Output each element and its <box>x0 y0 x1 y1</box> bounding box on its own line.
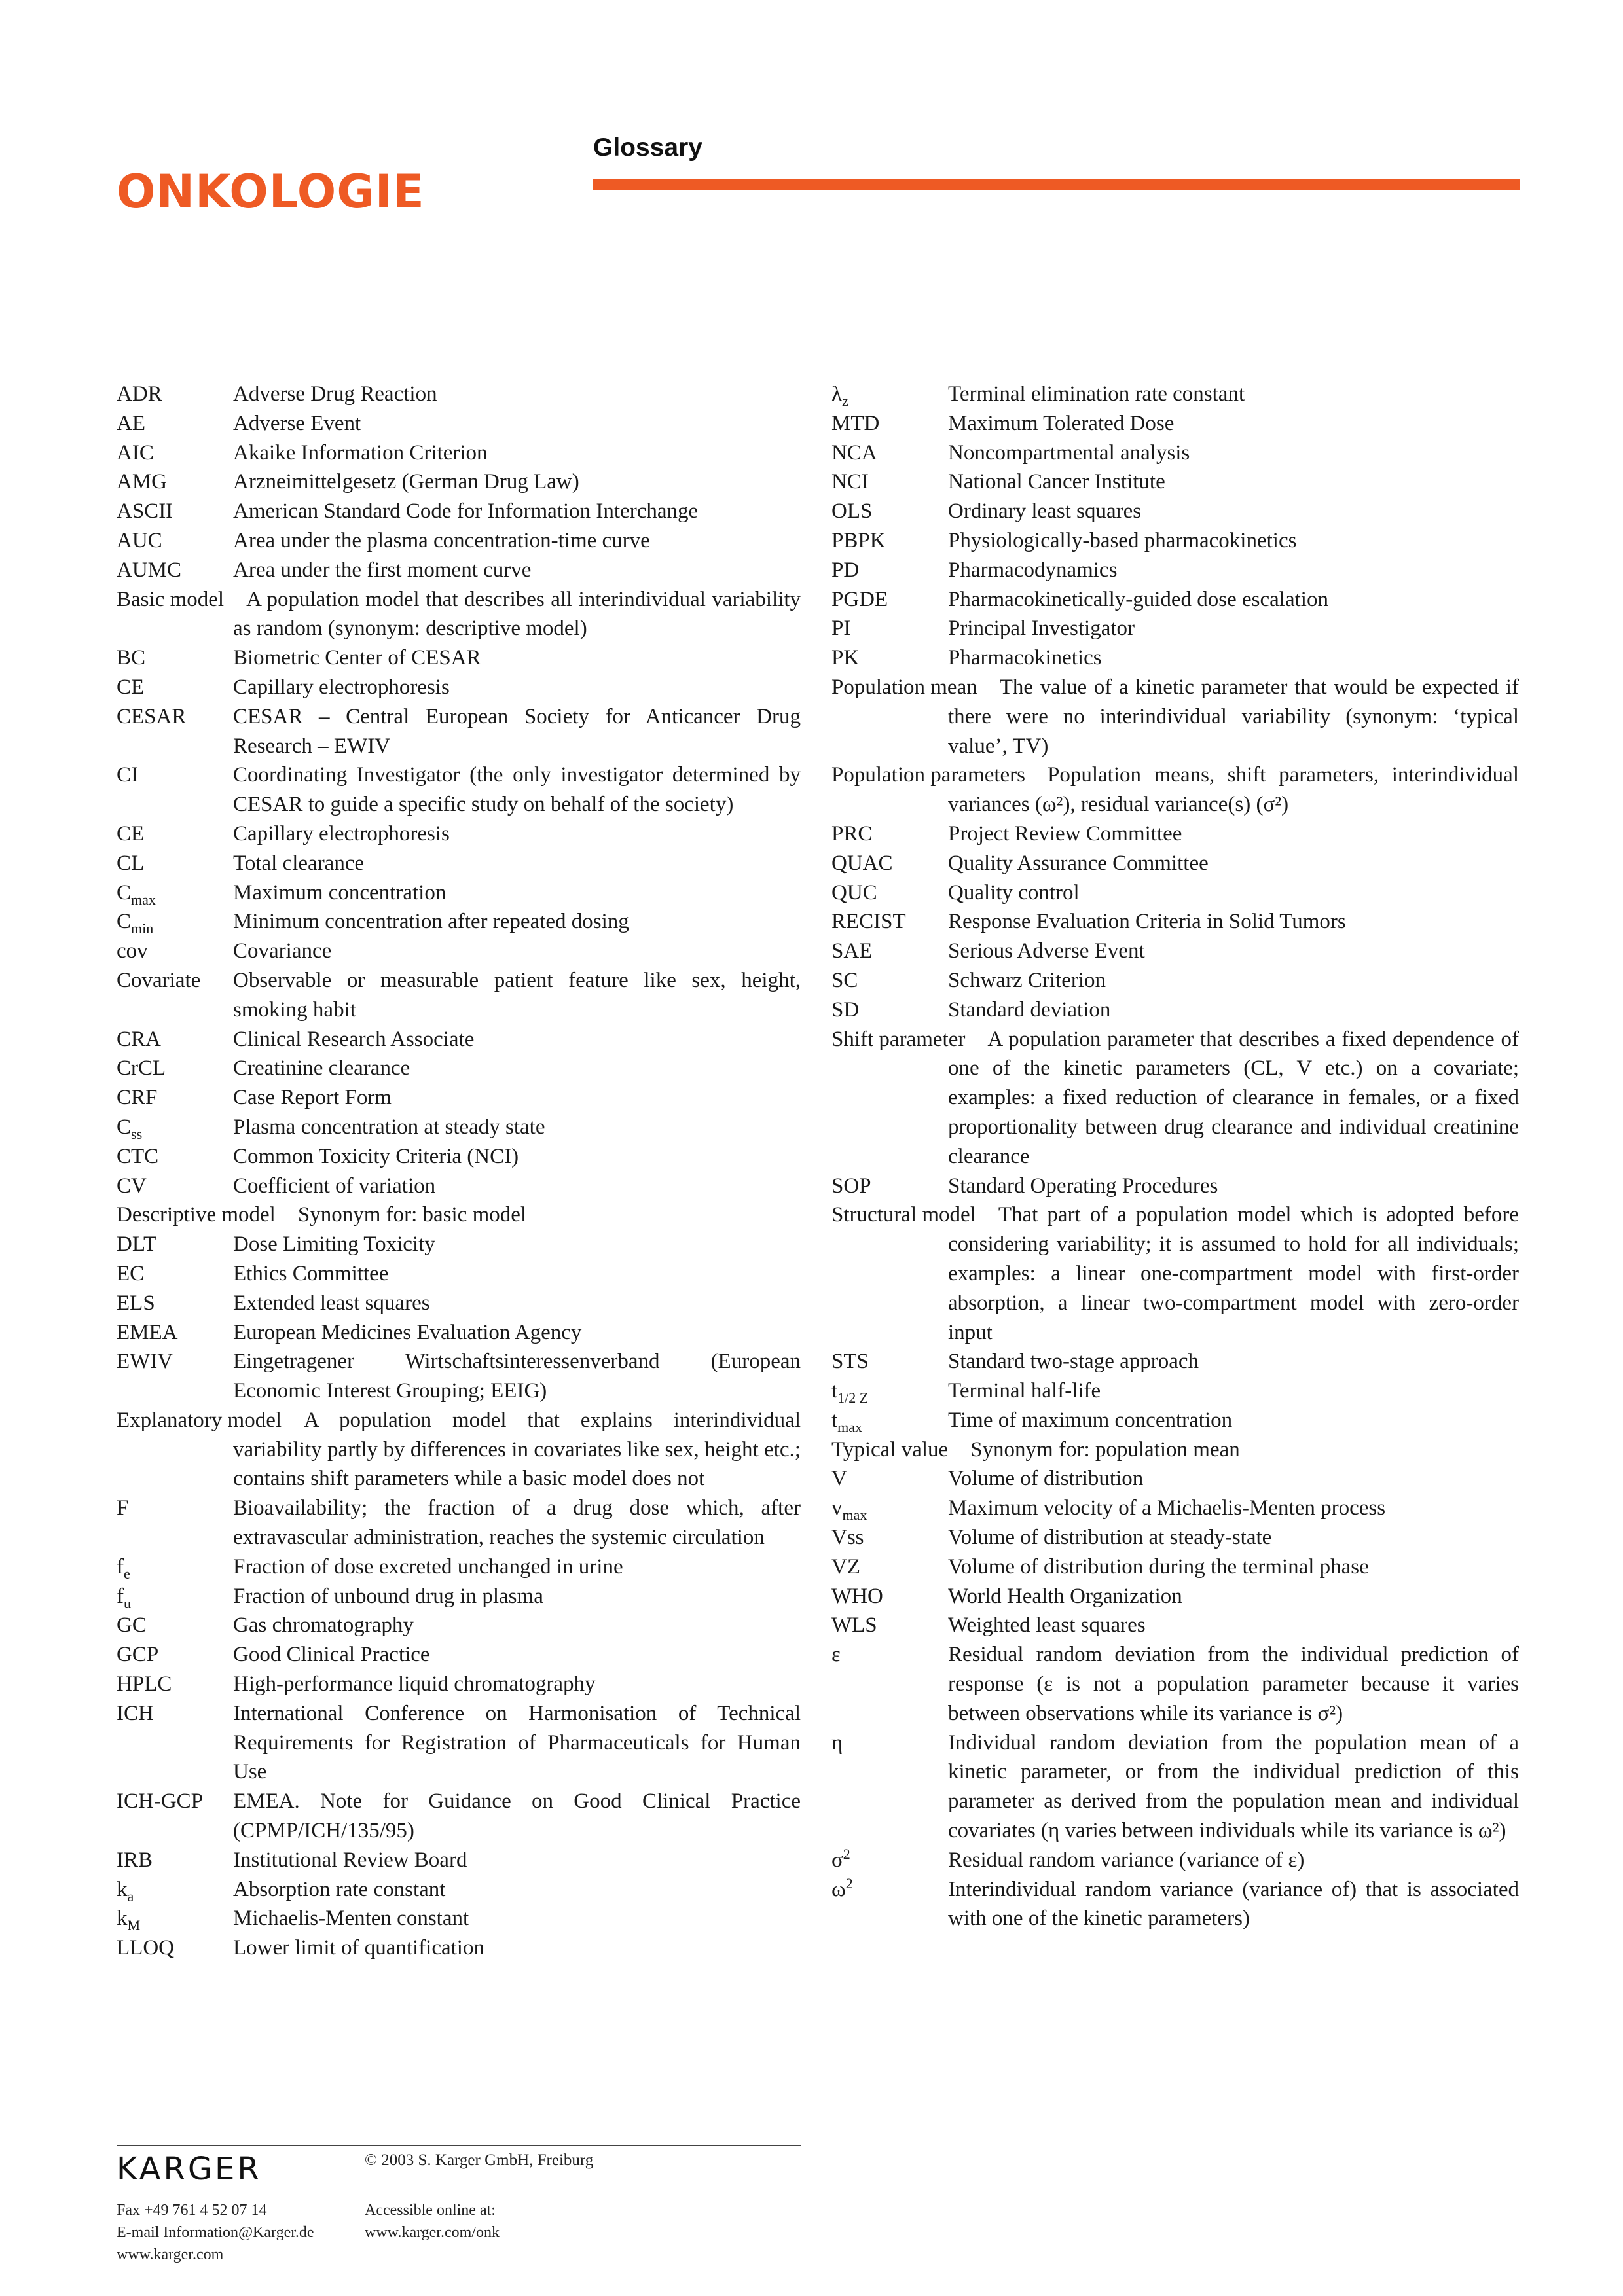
glossary-term: PRC <box>831 821 873 846</box>
glossary-entry <box>117 380 801 409</box>
glossary-entry <box>831 673 1519 761</box>
glossary-term: WHO <box>831 1584 883 1608</box>
glossary-definition: Physiologically-based pharmacokinetics <box>948 528 1297 552</box>
glossary-entry <box>831 1376 1519 1406</box>
glossary-definition: Minimum concentration after repeated dosing <box>233 910 629 934</box>
fax: Fax +49 761 4 52 07 14 <box>117 2202 267 2219</box>
glossary-term: $t_{1/2 Z}$ <box>831 1379 869 1407</box>
glossary-entry <box>831 585 1519 615</box>
glossary-definition: Covariance <box>233 939 332 963</box>
glossary-term: Structural model <box>831 1203 976 1227</box>
glossary-entry <box>117 1113 801 1142</box>
glossary-term: NCI <box>831 470 869 494</box>
glossary-definition: Pharmacodynamics <box>948 558 1118 582</box>
glossary-entry <box>117 937 801 966</box>
glossary-entry <box>831 1640 1519 1728</box>
glossary-entry <box>117 849 801 878</box>
glossary-definition: Population means, shift parameters, interindividual variances (ω²), residual variance(s) (σ²) <box>948 763 1519 817</box>
glossary-entry <box>831 1582 1519 1611</box>
glossary-term: $C_{ss}$ <box>117 1115 143 1142</box>
glossary-entry <box>831 878 1519 908</box>
glossary-entry <box>117 1406 801 1494</box>
glossary-entry <box>831 556 1519 585</box>
glossary-definition: Noncompartmental analysis <box>948 440 1190 465</box>
glossary-entry <box>117 1699 801 1787</box>
glossary-entry <box>117 1670 801 1699</box>
glossary-entry <box>117 1259 801 1289</box>
glossary-term: EWIV <box>117 1350 173 1374</box>
glossary-definition: Interindividual random variance (variance of) that is associated with one of the kinetic parameters) <box>948 1877 1519 1931</box>
glossary-definition: That part of a population model which is adopted before considering variability; it is assumed to hold for all individuals; examples: a linear one-compartment model with first-order absorption, a linear two-compartment model with zero-order input <box>948 1203 1519 1344</box>
glossary-entry <box>831 1875 1519 1934</box>
glossary-definition: Bioavailability; the fraction of a drug dose which, after extravascular administration, reaches the systemic circulation <box>233 1496 801 1550</box>
glossary-term: CE <box>117 821 145 846</box>
email: E-mail Information@Karger.de <box>117 2224 314 2241</box>
glossary-entry <box>831 526 1519 556</box>
glossary-definition: Capillary electrophoresis <box>233 675 450 699</box>
section-title: Glossary <box>593 134 702 162</box>
glossary-definition: Quality Assurance Committee <box>948 851 1209 875</box>
glossary-definition: Volume of distribution during the terminal phase <box>948 1554 1369 1579</box>
glossary-definition: Good Clinical Practice <box>233 1643 430 1667</box>
glossary-entry <box>831 439 1519 468</box>
glossary-term: Basic model <box>117 587 225 611</box>
glossary-entry <box>831 497 1519 526</box>
glossary-entry <box>117 1289 801 1318</box>
glossary-term: Descriptive model <box>117 1203 276 1227</box>
glossary-entry <box>117 907 801 937</box>
glossary-definition: Case Report Form <box>233 1086 392 1110</box>
glossary-entry <box>117 1025 801 1054</box>
glossary-definition: Adverse Event <box>233 411 361 435</box>
glossary-definition: Clinical Research Associate <box>233 1027 475 1051</box>
glossary-definition: Maximum concentration <box>233 880 447 905</box>
glossary-term: CESAR <box>117 704 187 728</box>
glossary-definition: Adverse Drug Reaction <box>233 382 437 406</box>
glossary-definition: Synonym for: basic model <box>297 1203 527 1227</box>
glossary-definition: Volume of distribution at steady-state <box>948 1526 1272 1550</box>
glossary-term: IRB <box>117 1848 153 1872</box>
glossary-definition: High-performance liquid chromatography <box>233 1672 596 1696</box>
glossary-definition: Michaelis-Menten constant <box>233 1907 469 1931</box>
glossary-left-column <box>117 380 801 1963</box>
glossary-term: $C_{min}$ <box>117 910 154 937</box>
glossary-definition: Observable or measurable patient feature like sex, height, smoking habit <box>233 968 801 1022</box>
glossary-entry <box>117 673 801 702</box>
glossary-term: CI <box>117 763 138 787</box>
glossary-term: AE <box>117 411 145 435</box>
glossary-definition: Coefficient of variation <box>233 1174 436 1198</box>
glossary-term: ICH <box>117 1701 154 1725</box>
glossary-term: WLS <box>831 1613 877 1638</box>
glossary-entry <box>117 1787 801 1846</box>
glossary-term: AUMC <box>117 558 182 582</box>
glossary-term: $f_u$ <box>117 1584 131 1611</box>
glossary-term: SAE <box>831 939 873 963</box>
glossary-term: $\omega^2$ <box>831 1874 853 1901</box>
glossary-definition: Extended least squares <box>233 1291 430 1315</box>
glossary-definition: CESAR – Central European Society for Anticancer Drug Research – EWIV <box>233 704 801 758</box>
glossary-entry <box>117 585 801 644</box>
glossary-definition: Pharmacokinetics <box>948 646 1102 670</box>
glossary-definition: Dose Limiting Toxicity <box>233 1232 435 1257</box>
glossary-definition: Maximum velocity of a Michaelis-Menten process <box>948 1496 1386 1520</box>
glossary-term: PGDE <box>831 587 888 611</box>
glossary-term: $k_M$ <box>117 1907 141 1934</box>
glossary-entry <box>831 643 1519 673</box>
glossary-term: $f_e$ <box>117 1554 130 1582</box>
glossary-entry <box>831 1846 1519 1875</box>
glossary-term: AUC <box>117 528 162 552</box>
glossary-entry <box>831 1729 1519 1846</box>
glossary-term: cov <box>117 939 148 963</box>
glossary-right-column <box>831 380 1519 1933</box>
glossary-entry <box>117 1640 801 1670</box>
glossary-entry <box>117 556 801 585</box>
glossary-term: ICH-GCP <box>117 1789 204 1814</box>
glossary-term: PD <box>831 558 860 582</box>
glossary-definition: Quality control <box>948 880 1080 905</box>
glossary-definition: Arzneimittelgesetz (German Drug Law) <box>233 470 579 494</box>
glossary-entry <box>117 1347 801 1406</box>
glossary-definition: Plasma concentration at steady state <box>233 1115 545 1139</box>
glossary-definition: Standard deviation <box>948 997 1111 1022</box>
glossary-term: AIC <box>117 440 154 465</box>
glossary-entry <box>117 878 801 908</box>
glossary-term: η <box>831 1731 843 1755</box>
glossary-term: EC <box>117 1261 145 1285</box>
glossary-term: BC <box>117 646 146 670</box>
glossary-entry <box>117 1200 801 1230</box>
glossary-entry <box>117 1933 801 1963</box>
glossary-entry <box>831 1494 1519 1523</box>
glossary-term: Shift parameter <box>831 1027 966 1051</box>
glossary-term: $C_{max}$ <box>117 880 156 908</box>
glossary-term: OLS <box>831 499 873 524</box>
glossary-definition: Project Review Committee <box>948 821 1182 846</box>
glossary-term: CRF <box>117 1086 158 1110</box>
glossary-entry <box>831 1406 1519 1435</box>
glossary-definition: American Standard Code for Information Interchange <box>233 499 699 524</box>
glossary-term: PK <box>831 646 860 670</box>
glossary-definition: Institutional Review Board <box>233 1848 467 1872</box>
glossary-term: QUC <box>831 880 877 905</box>
glossary-definition: Capillary electrophoresis <box>233 821 450 846</box>
glossary-definition: Principal Investigator <box>948 617 1135 641</box>
glossary-term: F <box>117 1496 129 1520</box>
glossary-entry <box>117 819 801 849</box>
glossary-term: HPLC <box>117 1672 172 1696</box>
glossary-term: ADR <box>117 382 162 406</box>
glossary-definition: Terminal elimination rate constant <box>948 382 1245 406</box>
glossary-definition: Common Toxicity Criteria (NCI) <box>233 1144 519 1168</box>
header-rule <box>593 179 1520 190</box>
glossary-entry <box>831 1464 1519 1494</box>
glossary-term: ε <box>831 1643 841 1667</box>
glossary-term: GCP <box>117 1643 159 1667</box>
glossary-definition: Absorption rate constant <box>233 1877 446 1901</box>
glossary-term: Population mean <box>831 675 977 699</box>
glossary-definition: Response Evaluation Criteria in Solid Tumors <box>948 910 1346 934</box>
glossary-term: SC <box>831 968 858 992</box>
glossary-term: ASCII <box>117 499 173 524</box>
footer-rule <box>117 2145 801 2146</box>
glossary-term: NCA <box>831 440 877 465</box>
glossary-entry <box>117 1582 801 1611</box>
glossary-entry <box>117 1904 801 1933</box>
glossary-entry <box>831 614 1519 643</box>
glossary-term: CL <box>117 851 145 875</box>
glossary-term: CRA <box>117 1027 161 1051</box>
access-link[interactable]: www.karger.com/onk <box>365 2224 500 2241</box>
glossary-term: GC <box>117 1613 147 1638</box>
glossary-term: CTC <box>117 1144 159 1168</box>
glossary-definition: A population parameter that describes a fixed dependence of one of the kinetic parameters (CL, V etc.) on a covariate; examples: a fixed reduction of clearance in females, or a fixed proportionality between drug clearance and individual creatinine clearance <box>948 1027 1519 1168</box>
journal-logo: ONKOLOGIE <box>117 165 425 219</box>
glossary-definition: Synonym for: population mean <box>970 1437 1240 1462</box>
glossary-term: Typical value <box>831 1437 949 1462</box>
glossary-entry <box>831 849 1519 878</box>
glossary-term: Explanatory model <box>117 1408 282 1432</box>
glossary-entry <box>117 1846 801 1875</box>
glossary-entry <box>831 1200 1519 1347</box>
glossary-definition: Creatinine clearance <box>233 1056 410 1081</box>
glossary-term: SD <box>831 997 860 1022</box>
glossary-definition: Fraction of dose excreted unchanged in urine <box>233 1554 623 1579</box>
glossary-term: $\sigma^2$ <box>831 1845 850 1872</box>
website-link[interactable]: www.karger.com <box>117 2246 224 2263</box>
glossary-entry <box>831 1347 1519 1376</box>
glossary-definition: Schwarz Criterion <box>948 968 1106 992</box>
glossary-entry <box>117 1230 801 1259</box>
glossary-definition: A population model that explains interindividual variability partly by differences in covariates like sex, height etc.; contains shift parameters while a basic model does not <box>233 1408 801 1491</box>
glossary-entry <box>831 1172 1519 1201</box>
online-access <box>365 2199 500 2244</box>
glossary-term: Covariate <box>117 968 201 992</box>
glossary-entry <box>831 966 1519 996</box>
glossary-entry <box>117 643 801 673</box>
glossary-definition: Coordinating Investigator (the only investigator determined by CESAR to guide a specific study on behalf of the society) <box>233 763 801 817</box>
glossary-entry <box>831 409 1519 439</box>
glossary-definition: Pharmacokinetically-guided dose escalation <box>948 587 1328 611</box>
glossary-term: LLOQ <box>117 1936 174 1960</box>
glossary-term: STS <box>831 1350 869 1374</box>
copyright: © 2003 S. Karger GmbH, Freiburg <box>365 2151 594 2169</box>
glossary-entry <box>831 380 1519 409</box>
glossary-term: $k_a$ <box>117 1877 134 1905</box>
glossary-entry <box>831 1552 1519 1582</box>
glossary-entry <box>117 467 801 497</box>
publisher-contact <box>117 2199 314 2266</box>
glossary-term: PI <box>831 617 851 641</box>
glossary-definition: World Health Organization <box>948 1584 1182 1608</box>
glossary-definition: Ordinary least squares <box>948 499 1142 524</box>
glossary-entry <box>831 761 1519 819</box>
glossary-definition: International Conference on Harmonisation of Technical Requirements for Registration of Pharmaceuticals for Human Use <box>233 1701 801 1784</box>
glossary-definition: Biometric Center of CESAR <box>233 646 481 670</box>
glossary-definition: Individual random deviation from the population mean of a kinetic parameter, or from the individual prediction of this parameter as derived from the population mean and individual covariates (η varies between individuals while its variance is ω²) <box>948 1731 1519 1843</box>
glossary-term: CrCL <box>117 1056 166 1081</box>
glossary-entry <box>117 1494 801 1552</box>
glossary-definition: Area under the plasma concentration-time curve <box>233 528 650 552</box>
glossary-entry <box>831 819 1519 849</box>
glossary-term: VZ <box>831 1554 860 1579</box>
glossary-entry <box>831 937 1519 966</box>
glossary-definition: Weighted least squares <box>948 1613 1146 1638</box>
glossary-definition: Residual random variance (variance of ε) <box>948 1848 1305 1872</box>
glossary-entry <box>831 1025 1519 1172</box>
glossary-definition: Area under the first moment curve <box>233 558 532 582</box>
glossary-definition: Volume of distribution <box>948 1467 1144 1491</box>
glossary-definition: Total clearance <box>233 851 365 875</box>
glossary-term: V <box>831 1467 847 1491</box>
glossary-entry <box>831 1523 1519 1552</box>
glossary-entry <box>117 761 801 819</box>
glossary-entry <box>831 996 1519 1025</box>
glossary-definition: Serious Adverse Event <box>948 939 1145 963</box>
glossary-entry <box>117 1611 801 1640</box>
glossary-definition: Terminal half-life <box>948 1379 1101 1403</box>
glossary-term: $\lambda_z$ <box>831 382 848 409</box>
glossary-term: DLT <box>117 1232 157 1257</box>
glossary-definition: Akaike Information Criterion <box>233 440 488 465</box>
glossary-entry <box>117 1172 801 1201</box>
glossary-definition: Ethics Committee <box>233 1261 389 1285</box>
glossary-term: CV <box>117 1174 147 1198</box>
glossary-definition: Residual random deviation from the individual prediction of response (ε is not a population parameter because it varies between observations while its variance is σ²) <box>948 1643 1519 1725</box>
glossary-term: SOP <box>831 1174 871 1198</box>
publisher-logo: KARGER <box>117 2151 262 2187</box>
glossary-definition: National Cancer Institute <box>948 470 1165 494</box>
glossary-term: MTD <box>831 411 880 435</box>
glossary-term: $v_{max}$ <box>831 1496 867 1524</box>
glossary-definition: A population model that describes all interindividual variability as random (synonym: descriptive model) <box>233 587 801 641</box>
access-label: Accessible online at: <box>365 2202 496 2219</box>
glossary-definition: Lower limit of quantification <box>233 1936 484 1960</box>
glossary-entry <box>117 409 801 439</box>
glossary-entry <box>831 467 1519 497</box>
glossary-entry <box>117 1054 801 1083</box>
glossary-entry <box>117 497 801 526</box>
glossary-entry <box>117 966 801 1025</box>
glossary-definition: Gas chromatography <box>233 1613 414 1638</box>
glossary-term: RECIST <box>831 910 906 934</box>
glossary-entry <box>117 1318 801 1348</box>
glossary-definition: Standard Operating Procedures <box>948 1174 1218 1198</box>
glossary-term: CE <box>117 675 145 699</box>
glossary-entry <box>117 1142 801 1172</box>
glossary-definition: Fraction of unbound drug in plasma <box>233 1584 543 1608</box>
glossary-entry <box>117 1875 801 1905</box>
glossary-entry <box>831 1611 1519 1640</box>
glossary-term: Population parameters <box>831 763 1026 787</box>
glossary-entry <box>117 1083 801 1113</box>
glossary-entry <box>117 439 801 468</box>
glossary-entry <box>117 526 801 556</box>
glossary-term: ELS <box>117 1291 155 1315</box>
glossary-definition: European Medicines Evaluation Agency <box>233 1320 582 1344</box>
glossary-term: EMEA <box>117 1320 178 1344</box>
glossary-definition: The value of a kinetic parameter that would be expected if there were no interindividual variability (synonym: ‘typical value’, TV) <box>948 675 1519 758</box>
glossary-entry <box>831 1435 1519 1465</box>
glossary-term: QUAC <box>831 851 893 875</box>
glossary-term: PBPK <box>831 528 886 552</box>
glossary-entry <box>117 1552 801 1582</box>
glossary-entry <box>117 702 801 761</box>
glossary-definition: Maximum Tolerated Dose <box>948 411 1175 435</box>
glossary-definition: EMEA. Note for Guidance on Good Clinical Practice (CPMP/ICH/135/95) <box>233 1789 801 1843</box>
glossary-term: Vss <box>831 1526 864 1550</box>
glossary-entry <box>831 907 1519 937</box>
glossary-definition: Standard two-stage approach <box>948 1350 1199 1374</box>
glossary-term: $t_{max}$ <box>831 1408 863 1435</box>
glossary-definition: Time of maximum concentration <box>948 1408 1233 1432</box>
glossary-term: AMG <box>117 470 168 494</box>
glossary-definition: Eingetragener Wirtschaftsinteressenverband (European Economic Interest Grouping; EEIG) <box>233 1350 801 1403</box>
